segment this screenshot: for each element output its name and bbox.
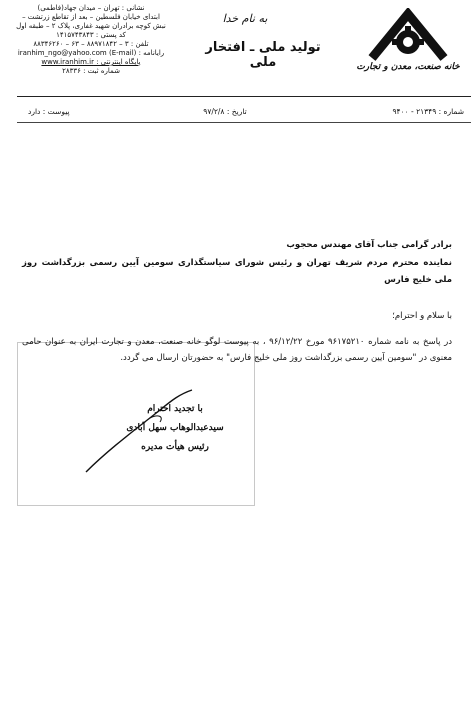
registration-number: شماره ثبت : ۲۸۳۳۶	[62, 67, 120, 75]
phone-numbers: تلفن : ۳ – ۸۸۹۷۱۸۴۲ – ۶۳ – ۸۸۳۴۶۲۶۰	[33, 40, 149, 48]
address-line: نشانی : تهران – میدان جهاد(فاطمی)	[37, 4, 145, 12]
organization-name: خانه صنعت، معدن و تجارت	[356, 62, 460, 72]
organization-logo	[352, 8, 464, 78]
meta-divider	[17, 122, 471, 123]
address-line: نبش کوچه برادران شهید غفاری، پلاک ۲ – طبقه اول	[16, 22, 166, 30]
signer-title: رئیس هیأت مدیره	[141, 442, 209, 452]
attachment-status: پیوست : دارد	[28, 107, 70, 116]
letter-body: در پاسخ به نامه شماره ۹۶۱۷۵۲۱۰ مورخ ۹۶/۱۲/۲۲ ، به پیوست لوگو خانه صنعت، معدن و تجارت ایران به عنوان حامی معنوی در "سومین آیین رسمی بزرگداشت روز ملی خلیج فارس" به حضورتان ارسال می گردد.	[22, 337, 452, 363]
handwritten-signature	[80, 388, 200, 478]
email-address[interactable]: رایانامه : (E-mail) iranhim_ngo@yahoo.com	[17, 49, 165, 57]
bismillah-heading: به نام خدا	[222, 12, 268, 25]
contact-address-block	[16, 4, 166, 76]
recipient-line: برادر گرامی جناب آقای مهندس محجوب	[286, 240, 452, 250]
greeting: با سلام و احترام؛	[392, 311, 452, 321]
letter-number: شماره : ۲۱۳۴۹ - ۹۴۰۰	[392, 107, 464, 116]
letter-date: تاریخ : ۹۷/۲/۸	[203, 107, 247, 116]
signer-name: سیدعبدالوهاب سهل آبادی	[126, 423, 224, 433]
header-divider	[17, 96, 471, 97]
address-line: ابتدای خیابان فلسطین – بعد از تقاطع زرتشت –	[22, 13, 160, 21]
website-link[interactable]: پایگاه اینترنتی : www.iranhim.ir	[41, 58, 141, 66]
gear-logo-icon	[362, 8, 454, 62]
slogan: تولید ملی ـ افتخار ملی	[205, 40, 321, 70]
closing-text: با تجدید احترام	[147, 404, 203, 414]
postal-code: کد پستی : ۱۴۱۵۷۴۳۸۴۳	[56, 31, 126, 39]
recipient-title: نماینده محترم مردم شریف تهران و رئیس شورای سیاستگذاری سومین آیین رسمی بزرگداشت روز ملی خلیج فارس	[22, 258, 452, 285]
